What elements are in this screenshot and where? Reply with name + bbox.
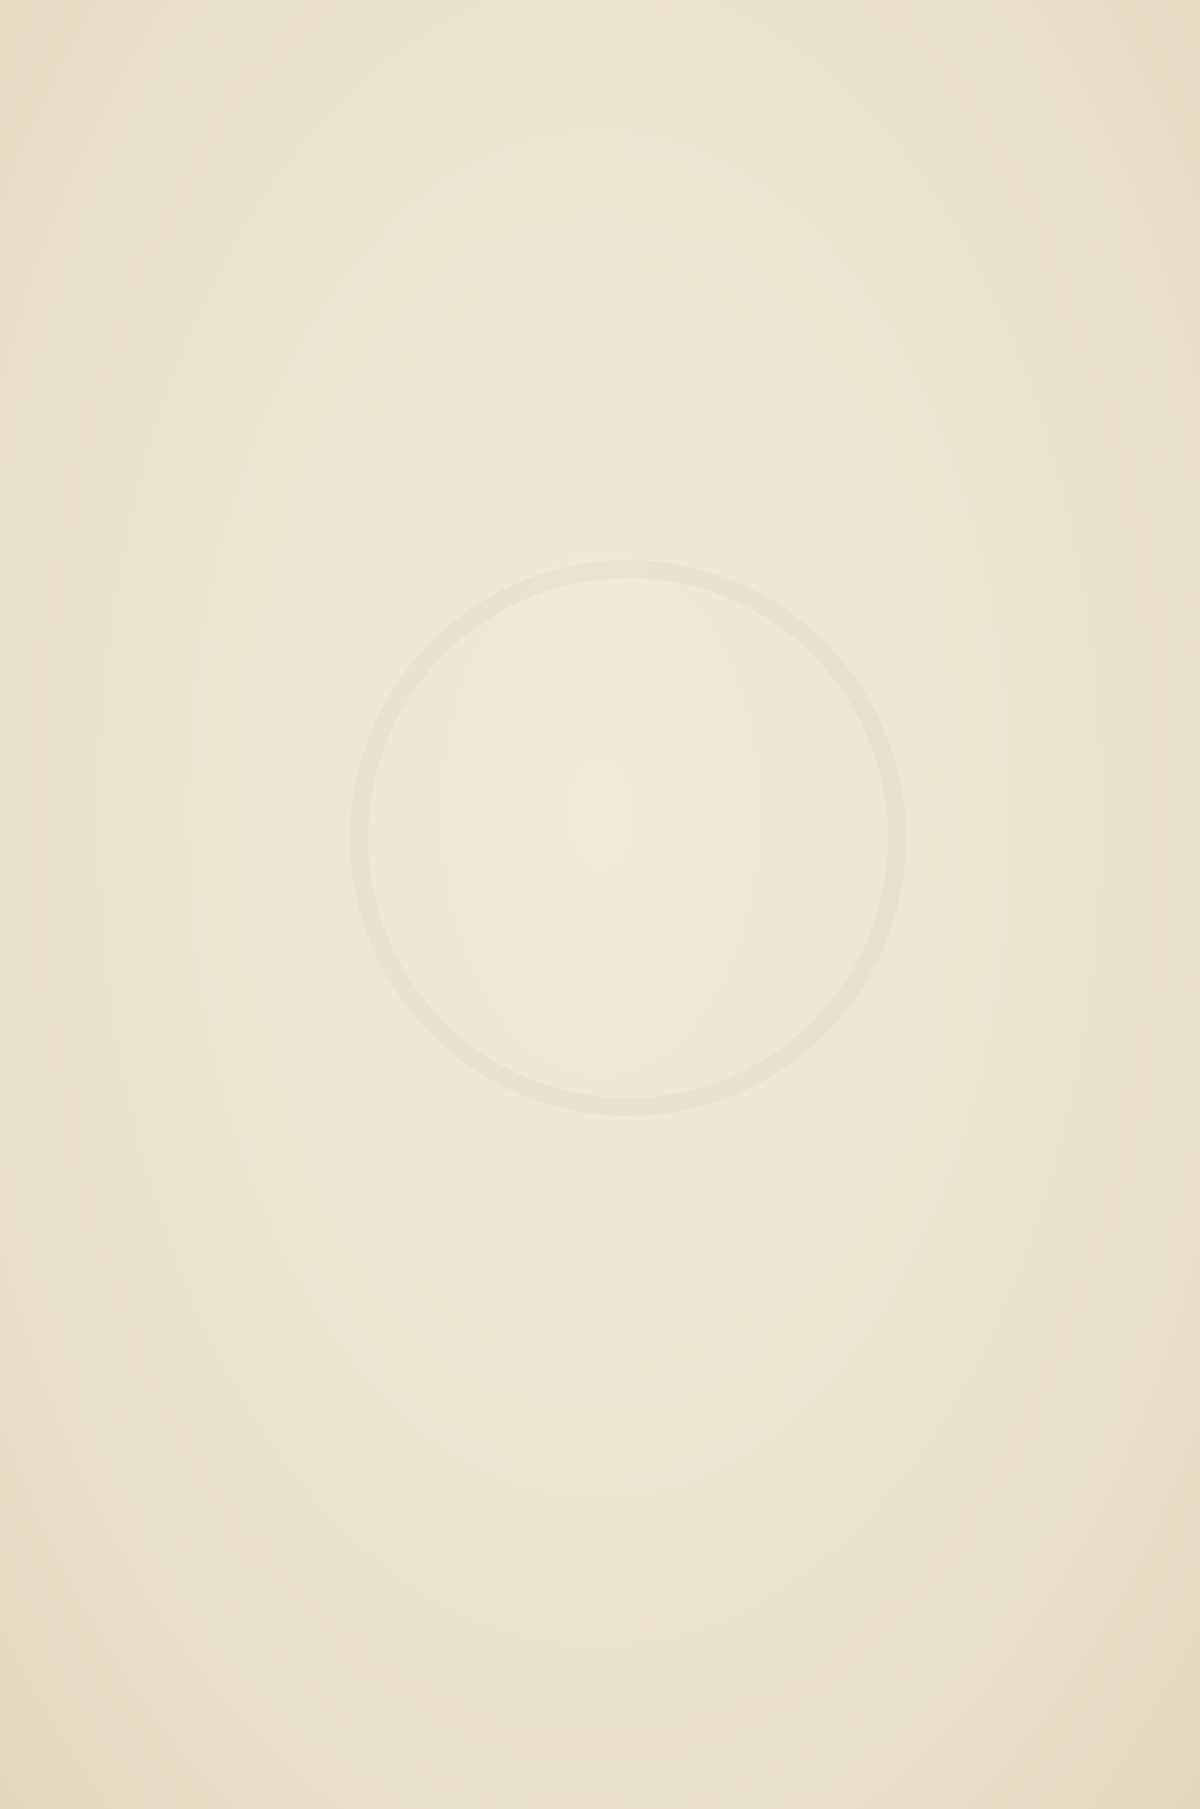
page-stain [350, 560, 906, 1116]
running-head [290, 74, 518, 110]
